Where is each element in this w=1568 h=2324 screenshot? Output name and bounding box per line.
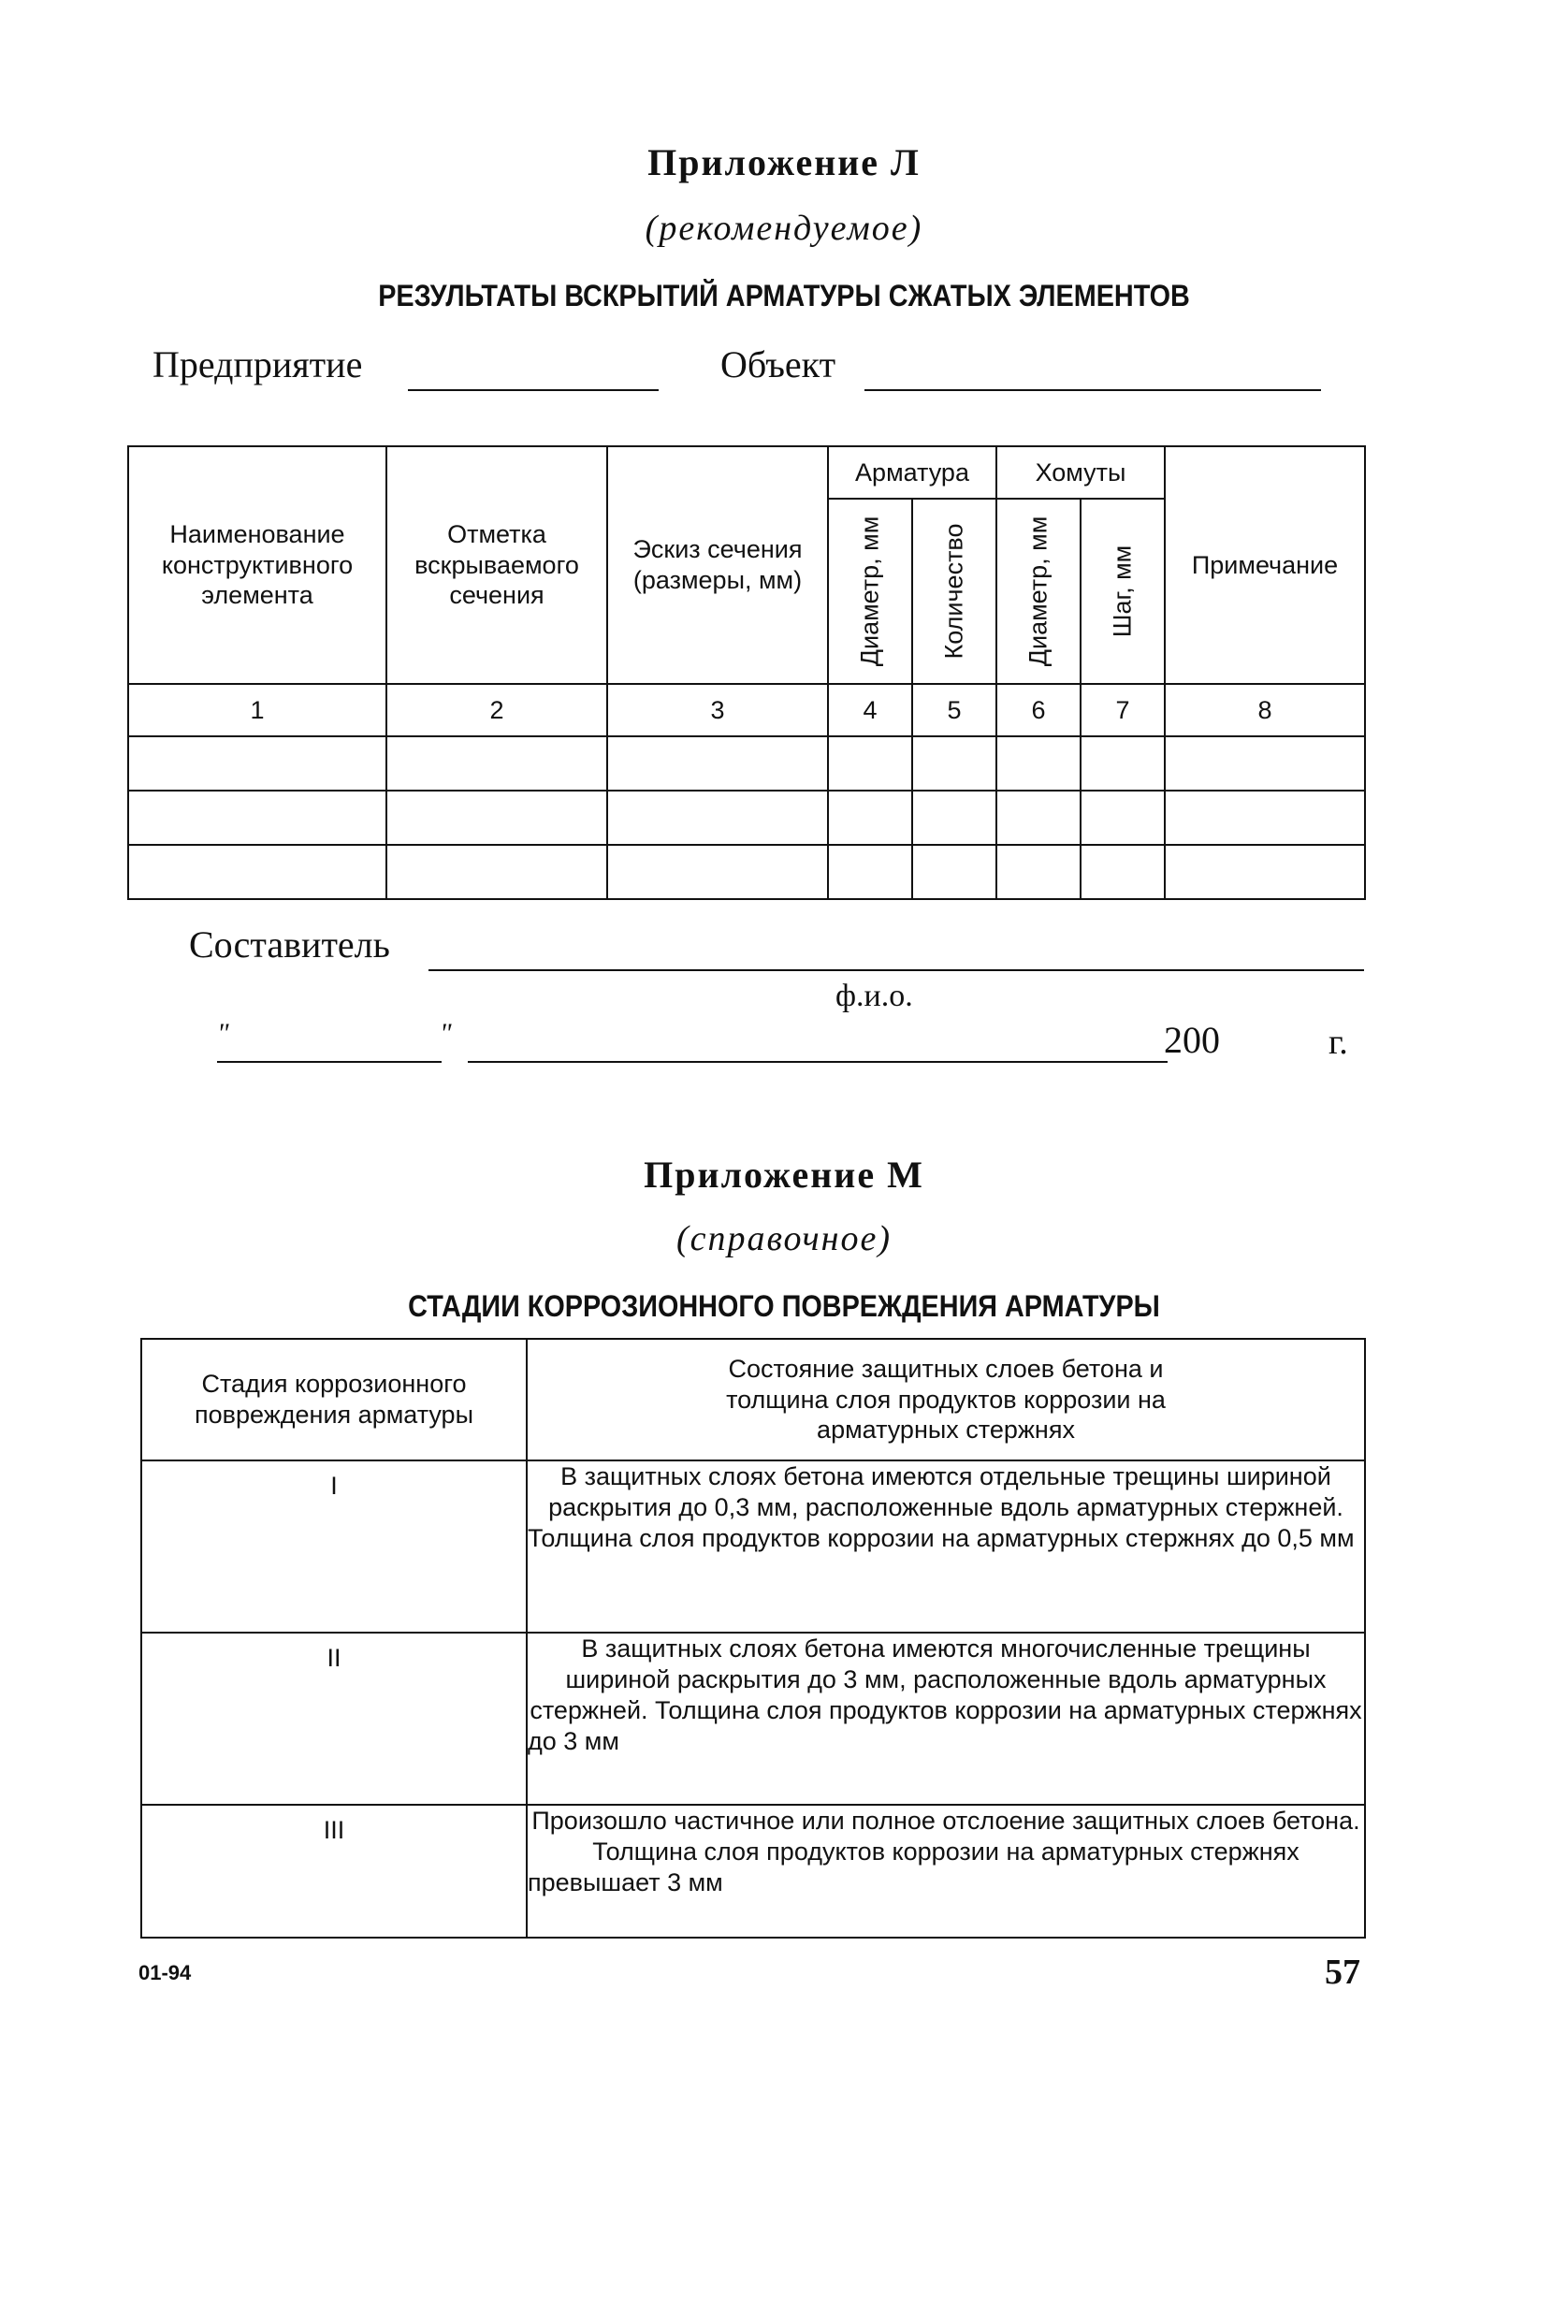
header-rebar-diameter: Диаметр, мм [855, 516, 884, 667]
column-numbers-row [128, 684, 1365, 736]
header-element-name: Наименование конструктивного элемента [128, 446, 386, 684]
corrosion-stage-row [141, 1805, 1365, 1938]
header-section-sketch: Эскиз сечения (размеры, мм) [607, 446, 828, 684]
stage-description: В защитных слоях бетона имеются отдельные трещины шириной раскрытия до 0,3 мм, расположенные вдоль арматурных стержней. Толщина слоя продуктов коррозии на арматурных стержнях до 0,5 мм [527, 1460, 1365, 1633]
appendix-l-heading: РЕЗУЛЬТАТЫ ВСКРЫТИЙ АРМАТУРЫ СЖАТЫХ ЭЛЕМЕНТОВ [378, 279, 1190, 312]
stage-number: I [141, 1460, 527, 1633]
stage-number: III [141, 1805, 527, 1938]
document-code: 01-94 [138, 1961, 192, 1984]
enterprise-label: Предприятие [152, 343, 363, 385]
column-number: 4 [828, 684, 912, 736]
appendix-m-heading: СТАДИИ КОРРОЗИОННОГО ПОВРЕЖДЕНИЯ АРМАТУРЫ [408, 1289, 1160, 1323]
date-year: 200 [1164, 1019, 1220, 1061]
header-stirrup-diameter-cell [996, 499, 1081, 684]
date-month-line [468, 1061, 1168, 1063]
empty-table-row [128, 736, 1365, 791]
appendix-l-title: Приложение Л [647, 141, 921, 183]
header-note: Примечание [1165, 446, 1365, 684]
date-day-line [217, 1061, 442, 1063]
stage-description: Произошло частичное или полное отслоение защитных слоев бетона. Толщина слоя продуктов коррозии на арматурных стержнях превышает 3 мм [527, 1805, 1365, 1938]
column-number: 5 [912, 684, 996, 736]
empty-table-row [128, 845, 1365, 899]
header-corrosion-stage: Стадия коррозионного повреждения арматуры [141, 1339, 527, 1460]
enterprise-field-line [408, 389, 659, 391]
appendix-l-subtitle: (рекомендуемое) [645, 209, 923, 248]
column-number: 6 [996, 684, 1081, 736]
column-number: 2 [386, 684, 607, 736]
column-number: 3 [607, 684, 828, 736]
header-rebar-count: Количество [939, 523, 968, 660]
date-quote-close: " [440, 1018, 452, 1049]
corrosion-stage-row [141, 1633, 1365, 1805]
column-number: 8 [1165, 684, 1365, 736]
header-group-stirrups: Хомуты [996, 446, 1165, 499]
header-stirrup-step: Шаг, мм [1108, 545, 1137, 638]
appendix-m-subtitle: (справочное) [675, 1219, 893, 1258]
compiler-label: Составитель [189, 923, 390, 966]
appendix-m-title: Приложение М [644, 1154, 924, 1196]
fio-caption: ф.и.о. [835, 979, 913, 1013]
column-number: 7 [1081, 684, 1165, 736]
date-year-suffix: г. [1328, 1023, 1348, 1062]
corrosion-stage-row [141, 1460, 1365, 1633]
empty-table-row [128, 791, 1365, 845]
stage-number: II [141, 1633, 527, 1805]
header-stirrup-diameter: Диаметр, мм [1024, 516, 1053, 667]
stage-description: В защитных слоях бетона имеются многочисленные трещины шириной раскрытия до 3 мм, расположенные вдоль арматурных стержней. Толщина слоя продуктов коррозии на арматурных стержнях до 3 мм [527, 1633, 1365, 1805]
header-rebar-diameter-cell [828, 499, 912, 684]
header-section-mark: Отметка вскрываемого сечения [386, 446, 607, 684]
header-stirrup-step-cell [1081, 499, 1165, 684]
object-field-line [864, 389, 1321, 391]
date-quote-open: " [217, 1018, 229, 1049]
header-protective-layer-state: Состояние защитных слоев бетона и толщина слоя продуктов коррозии на арматурных стержнях [527, 1339, 1365, 1460]
header-group-rebar: Арматура [828, 446, 996, 499]
compiler-field-line [428, 969, 1364, 971]
column-number: 1 [128, 684, 386, 736]
object-label: Объект [720, 343, 836, 385]
page-number: 57 [1325, 1953, 1360, 1992]
rebar-results-table [127, 445, 1366, 900]
corrosion-stages-table [140, 1338, 1366, 1939]
header-rebar-count-cell [912, 499, 996, 684]
